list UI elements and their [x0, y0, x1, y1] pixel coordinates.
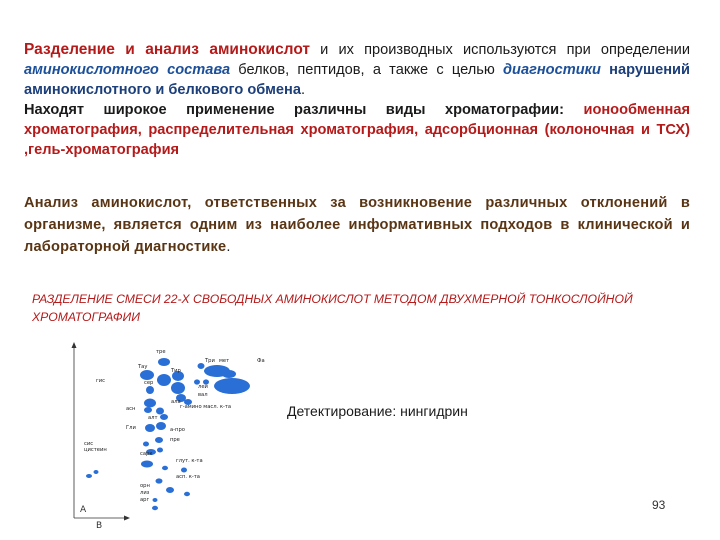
label-lei: лей: [198, 384, 208, 390]
label-ala: ала: [171, 399, 181, 405]
label-sark: сарк: [140, 451, 153, 457]
label-sis: сис: [84, 441, 94, 447]
intro-paragraph: [24, 40, 690, 160]
axis-a-label: A: [80, 505, 87, 515]
intro-text-3-end: .: [300, 82, 306, 98]
intro-text-1: и их производных используются при определении: [310, 42, 690, 58]
label-asp: асп. к-та: [176, 474, 200, 480]
chromatography-heading: РАЗДЕЛЕНИЕ СМЕСИ 22-Х СВОБОДНЫХ АМИНОКИСЛОТ МЕТОДОМ ДВУХМЕРНОЙ ТОНКОСЛОЙНОЙ ХРОМАТОГРАФИИ: [32, 292, 633, 324]
analysis-text: Анализ аминокислот, ответственных за возникновение различных отклонений в организме, является одним из наиболее информативных подходов в клинической и лабораторной диагностике: [24, 195, 690, 255]
intro-title: Разделение и анализ аминокислот: [24, 41, 311, 58]
label-cistein: цистеин: [84, 447, 107, 453]
label-met: мет: [219, 358, 230, 364]
label-tir: Тир: [171, 368, 181, 374]
label-gli: Гли: [126, 425, 136, 431]
detection-note: Детектирование: нингидрин: [287, 403, 468, 419]
label-glut: глут. к-та: [176, 458, 203, 464]
label-fa: Фа: [257, 358, 265, 364]
label-amino-mas: г-амино масл. к-та: [180, 404, 232, 410]
axis-b-label: B: [96, 521, 103, 530]
label-tri: Три: [205, 358, 215, 364]
intro-amino-composition: аминокислотного состава: [24, 62, 231, 78]
analysis-paragraph: [24, 192, 690, 258]
chromatogram-labels: [84, 349, 265, 503]
label-asn: асн: [126, 406, 136, 412]
intro-diagnostics: диагностики: [503, 62, 601, 78]
label-gis: гис: [96, 378, 105, 384]
label-liz: лиз: [140, 490, 150, 496]
label-ser: сер: [144, 380, 154, 386]
chromatogram-spots: [86, 358, 250, 510]
intro-text-3: нарушений аминокислотного и белкового обмена: [24, 62, 690, 98]
intro-methods: ионообменная хроматография, распределительная хроматография, адсорбционная (колоночная и ТСХ) ,гель-хроматография: [24, 102, 690, 158]
label-tau: Тау: [138, 364, 148, 370]
intro-text-2: белков, пептидов, а также с целью: [230, 62, 504, 78]
label-val: вал: [198, 392, 208, 398]
chromatogram-figure: [66, 340, 276, 530]
label-arg: арг: [140, 497, 150, 503]
analysis-end: .: [226, 239, 231, 255]
label-pre: пре: [170, 437, 180, 443]
label-tre: тре: [156, 349, 166, 355]
label-apro: а-про: [170, 427, 185, 433]
label-orn: орн: [140, 483, 150, 489]
chromatogram-axes: [72, 342, 131, 530]
label-alt: алт: [148, 415, 158, 421]
intro-find-line: Находят широкое применение различны виды хроматографии:: [24, 102, 564, 118]
page-number: 93: [652, 498, 666, 512]
